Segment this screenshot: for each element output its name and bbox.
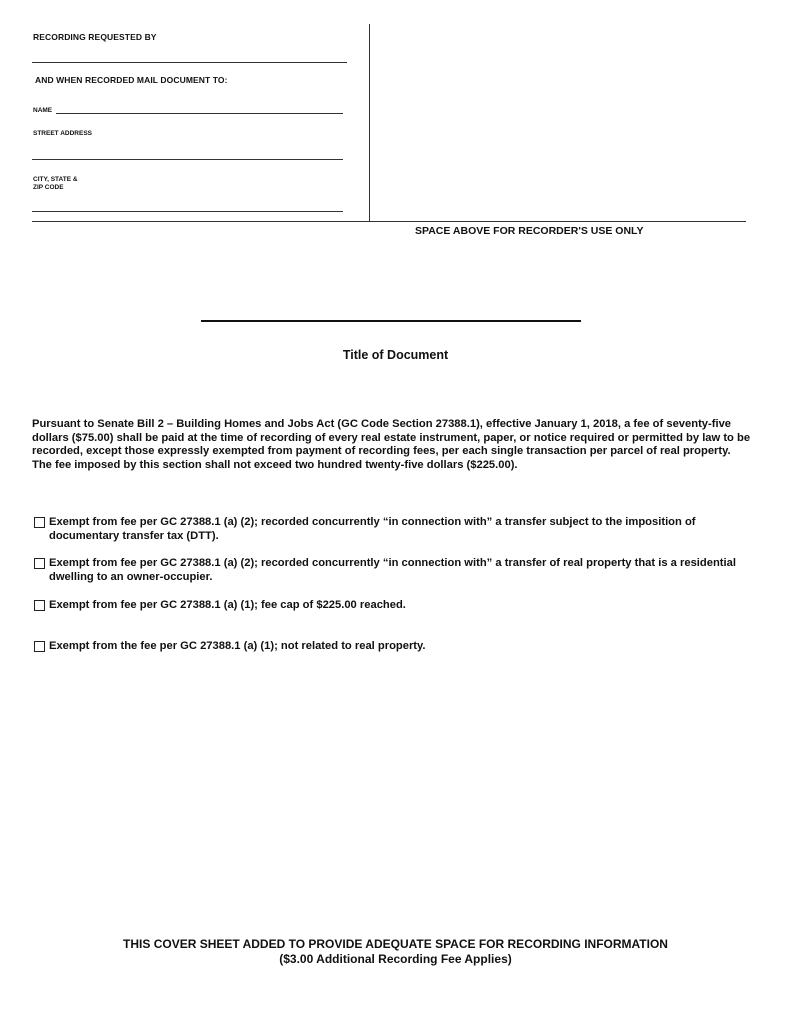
document-title: Title of Document	[342, 348, 449, 362]
zip-code-label: ZIP CODE	[33, 184, 64, 191]
exemption-label-dtt: Exempt from fee per GC 27388.1 (a) (2); recorded concurrently “in connection with” a transfer subject to the imposition of documentary transfer tax (DTT).	[49, 516, 696, 542]
city-state-label: CITY, STATE &	[33, 176, 78, 183]
street-address-field[interactable]	[32, 159, 343, 160]
street-address-label: STREET ADDRESS	[33, 130, 92, 137]
exemption-option-owner-occupier[interactable]	[34, 557, 744, 584]
exemption-checkbox-dtt[interactable]	[34, 517, 45, 528]
cover-sheet-footer	[0, 937, 791, 967]
recording-requested-by-field[interactable]	[32, 62, 347, 63]
name-field[interactable]	[56, 113, 343, 114]
recording-requested-by-label: RECORDING REQUESTED BY	[33, 32, 157, 42]
exemption-label-owner-occupier: Exempt from fee per GC 27388.1 (a) (2); recorded concurrently “in connection with” a transfer of real property that is a residential dwelling to an owner-occupier.	[49, 557, 736, 583]
fee-notice-paragraph: Pursuant to Senate Bill 2 – Building Homes and Jobs Act (GC Code Section 27388.1), effective January 1, 2018, a fee of seventy-five dollars ($75.00) shall be paid at the time of recording of every real estate instrument, paper, or notice required or permitted by law to be recorded, except those expressly exempted from payment of recording fees, per each single transaction per parcel of real property. The fee imposed by this section shall not exceed two hundred twenty-five dollars ($225.00).	[32, 418, 751, 471]
exemption-option-not-real-property[interactable]	[34, 640, 744, 654]
exemption-option-dtt[interactable]	[34, 516, 744, 543]
footer-line-2: ($3.00 Additional Recording Fee Applies)	[279, 952, 512, 966]
name-label: NAME	[33, 107, 53, 114]
title-underline	[201, 320, 581, 322]
mail-to-label: AND WHEN RECORDED MAIL DOCUMENT TO:	[35, 75, 228, 85]
exemption-option-fee-cap[interactable]	[34, 599, 744, 613]
city-state-zip-field[interactable]	[32, 211, 343, 212]
exemption-label-not-real-property: Exempt from the fee per GC 27388.1 (a) (1); not related to real property.	[49, 640, 426, 652]
exemption-checkbox-fee-cap[interactable]	[34, 600, 45, 611]
exemption-label-fee-cap: Exempt from fee per GC 27388.1 (a) (1); fee cap of $225.00 reached.	[49, 599, 406, 611]
exemption-checkbox-owner-occupier[interactable]	[34, 558, 45, 569]
exemption-checkbox-not-real-property[interactable]	[34, 641, 45, 652]
header-divider-horizontal	[32, 221, 746, 222]
header-divider-vertical	[369, 24, 370, 222]
recorder-use-note: SPACE ABOVE FOR RECORDER'S USE ONLY	[415, 225, 644, 237]
footer-line-1: THIS COVER SHEET ADDED TO PROVIDE ADEQUATE SPACE FOR RECORDING INFORMATION	[123, 937, 668, 951]
